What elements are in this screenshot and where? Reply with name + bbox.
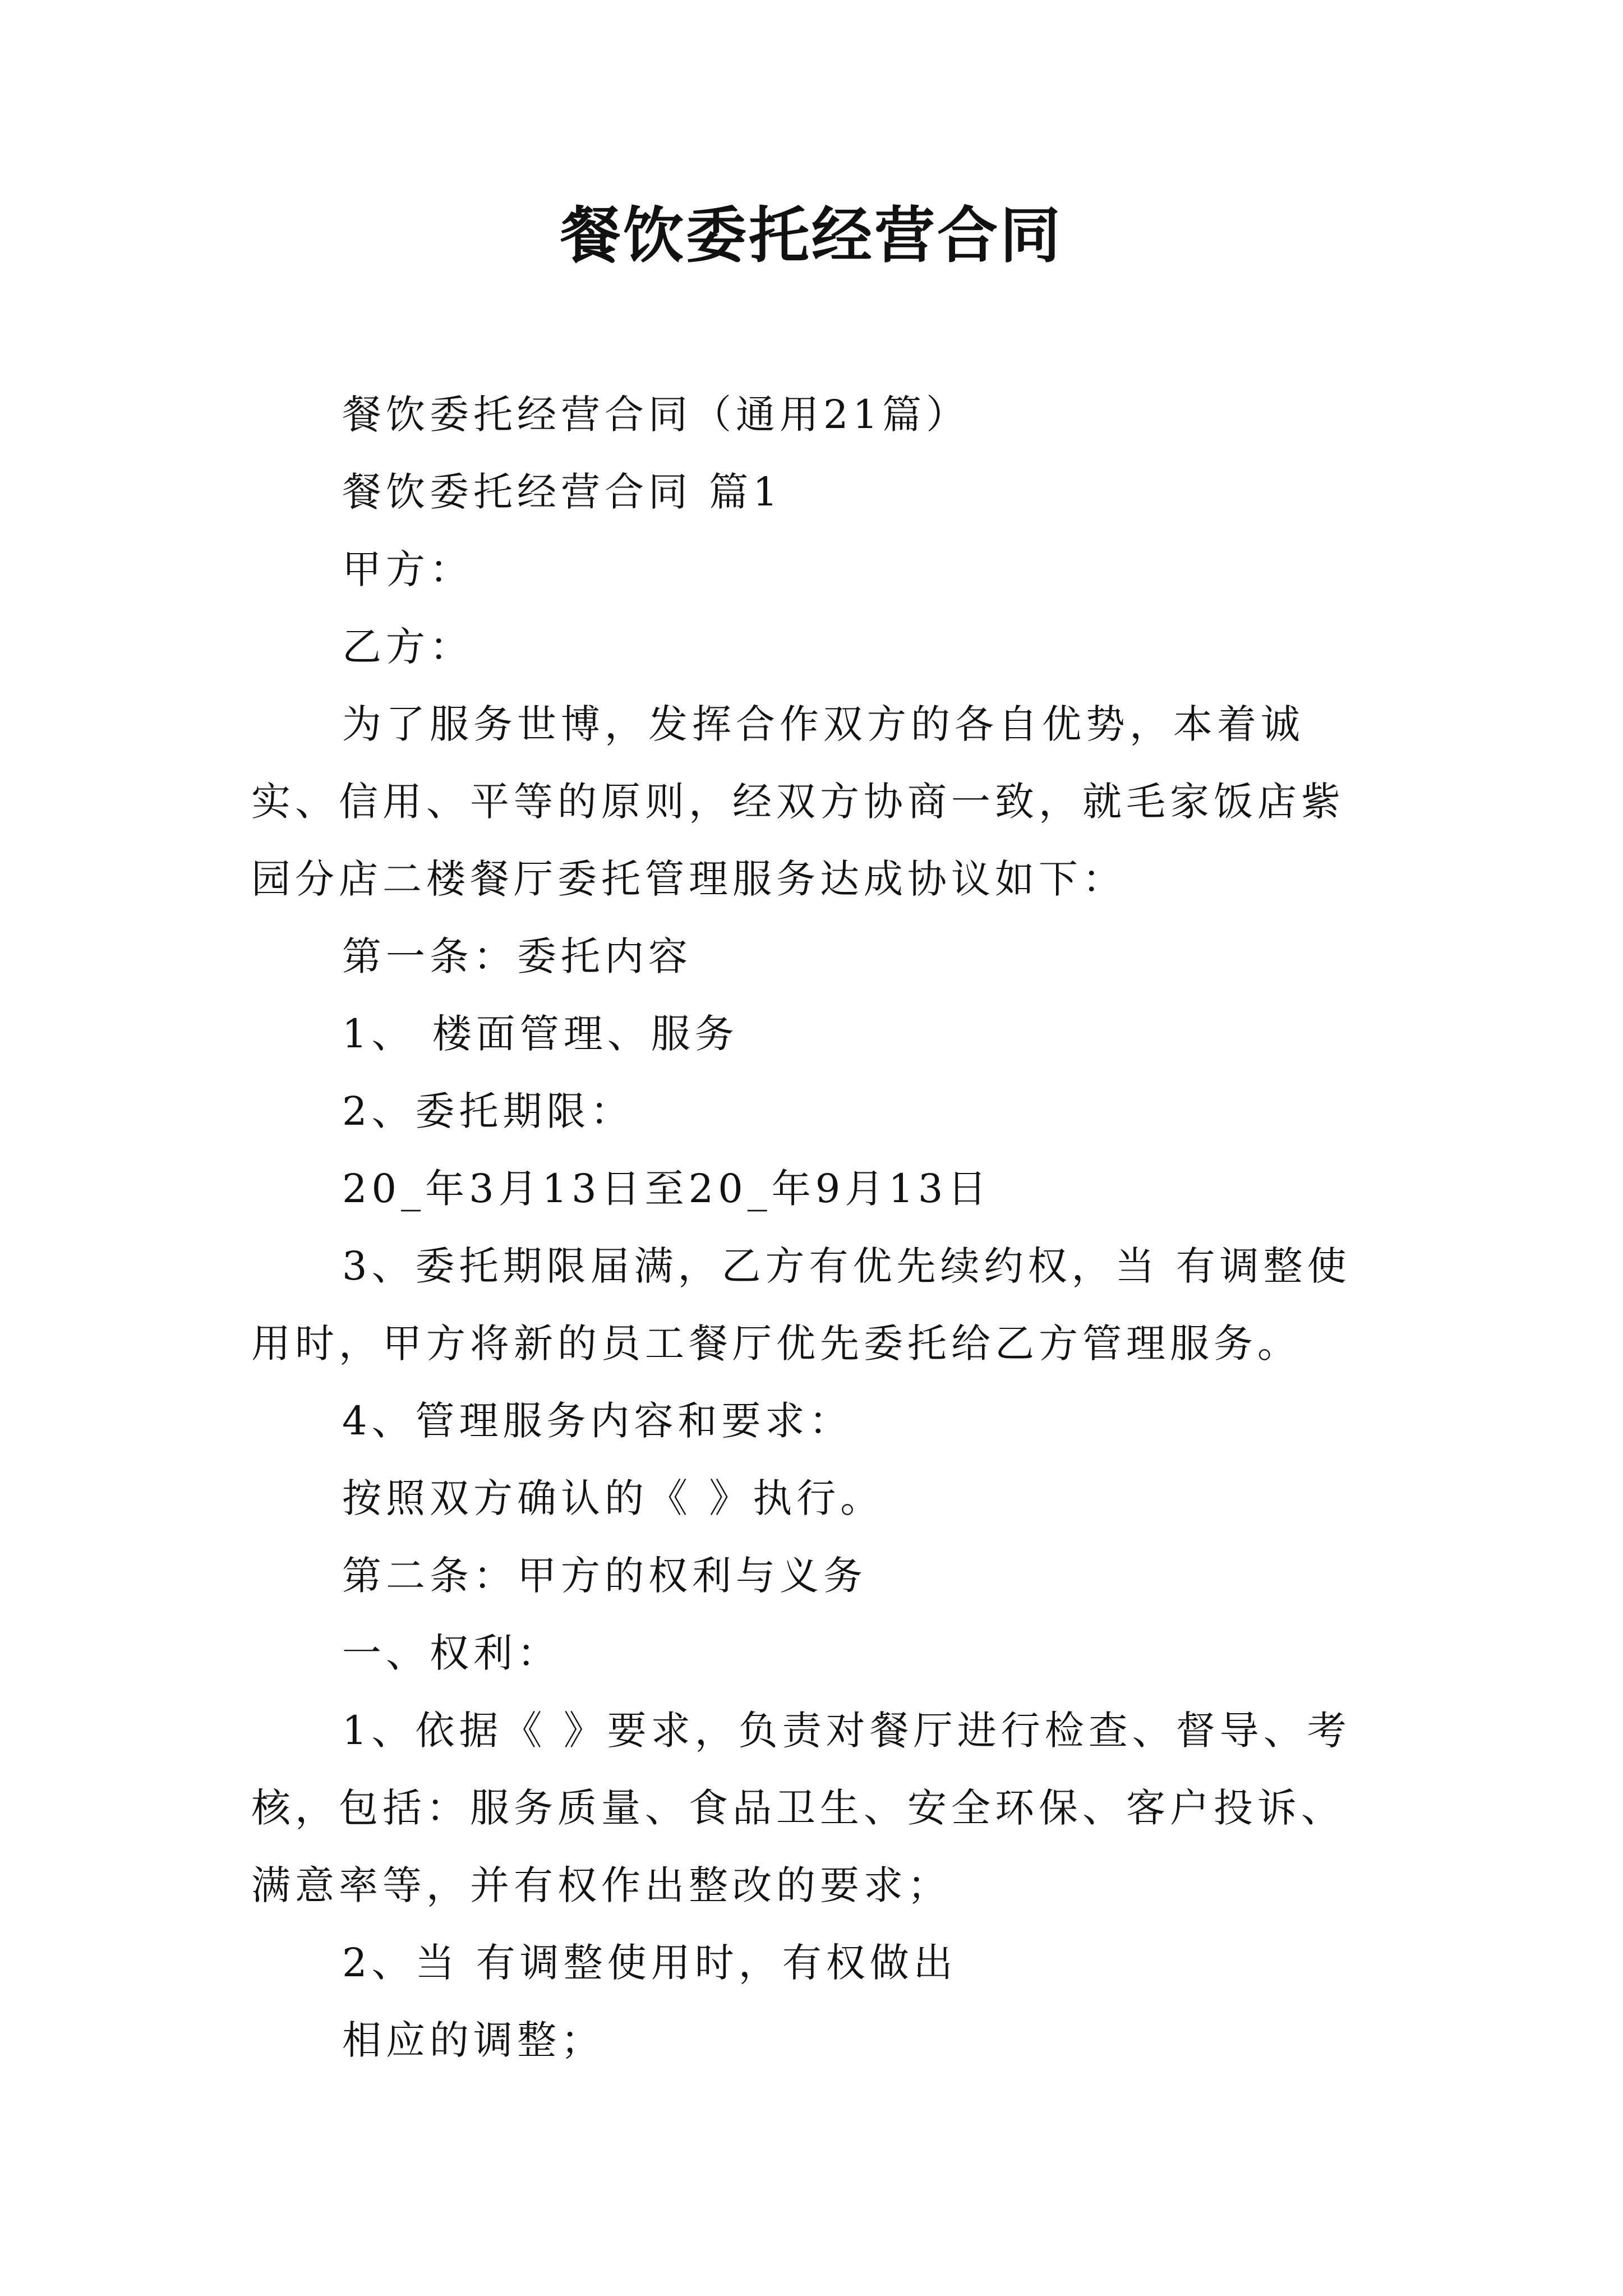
paragraph-rights-heading: 一、权利： — [342, 1630, 561, 1676]
paragraph-article-1: 第一条：委托内容 — [342, 933, 692, 979]
paragraph-right-2-continued: 相应的调整； — [342, 2017, 605, 2063]
paragraph-right-1: 1、依据《 》要求，负责对餐厅进行检查、督导、考核，包括：服务质量、食品卫生、安全环保、客户投诉、满意率等，并有权作出整改的要求； — [251, 1708, 1351, 1908]
paragraph-term-dates: 20_年3月13日至20_年9月13日 — [342, 1166, 992, 1212]
paragraph-article-2: 第二条：甲方的权利与义务 — [342, 1553, 867, 1599]
paragraph-section-heading: 餐饮委托经营合同 篇1 — [342, 469, 782, 515]
paragraph-collection-title: 餐饮委托经营合同（通用21篇） — [342, 392, 970, 438]
paragraph-item-2: 2、委托期限： — [342, 1088, 634, 1134]
document-body — [251, 376, 1384, 2079]
document-title: 餐饮委托经营合同 — [560, 200, 1063, 271]
paragraph-party-a: 甲方： — [342, 546, 473, 592]
paragraph-preamble: 为了服务世博，发挥合作双方的各自优势，本着诚实、信用、平等的原则，经双方协商一致，就毛家饭店紫园分店二楼餐厅委托管理服务达成协议如下： — [251, 701, 1345, 902]
paragraph-item-3: 3、委托期限届满，乙方有优先续约权，当 有调整使用时，甲方将新的员工餐厅优先委托给乙方管理服务。 — [251, 1243, 1351, 1366]
paragraph-execution: 按照双方确认的《 》执行。 — [342, 1475, 884, 1521]
paragraph-right-2: 2、当 有调整使用时，有权做出 — [342, 1940, 957, 1986]
paragraph-item-4: 4、管理服务内容和要求： — [342, 1398, 853, 1444]
paragraph-item-1: 1、 楼面管理、服务 — [342, 1011, 739, 1057]
paragraph-party-b: 乙方： — [342, 624, 473, 670]
